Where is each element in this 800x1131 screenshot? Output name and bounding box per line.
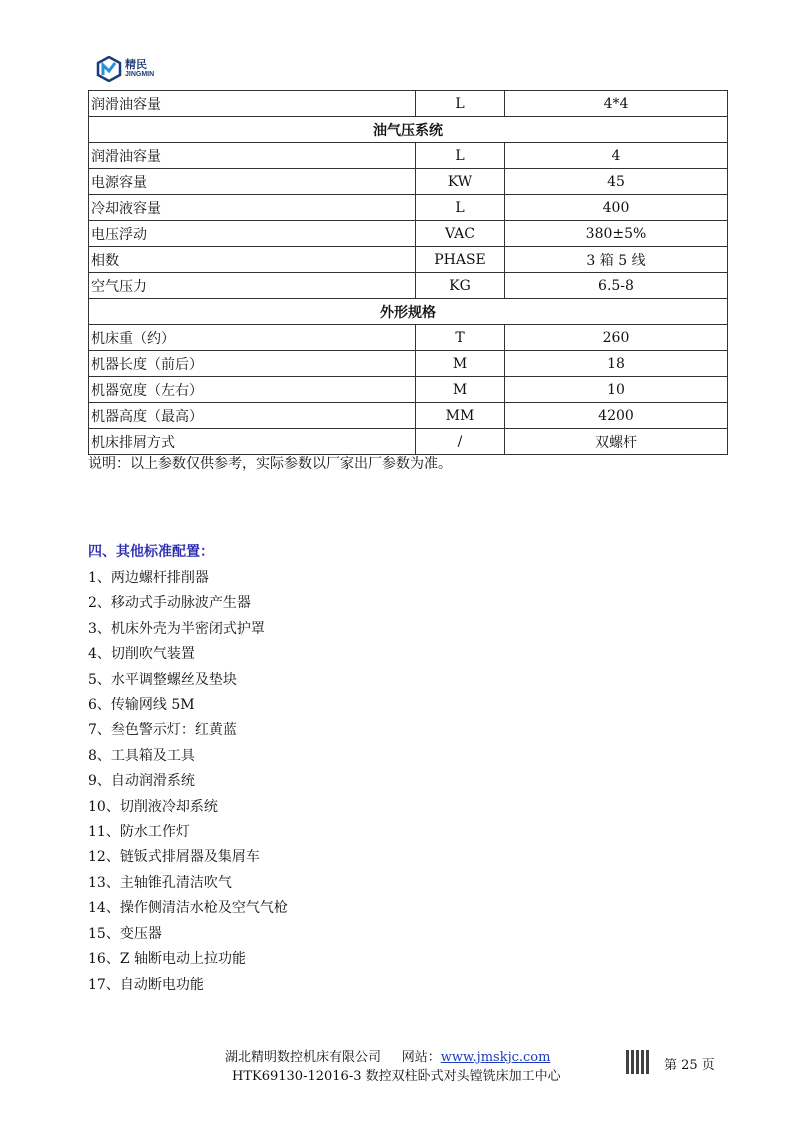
table-row: [89, 325, 728, 351]
section-header-cell: 外形规格: [89, 299, 728, 325]
site-label: 网站：: [401, 1050, 441, 1065]
table-row: [89, 169, 728, 195]
note: 说明：以上参数仅供参考，实际参数以厂家出厂参数为准。: [88, 456, 452, 472]
company-name: 湖北精明数控机床有限公司: [225, 1050, 382, 1065]
company-logo: [96, 56, 154, 82]
param-value: 4*4: [505, 91, 728, 117]
table-row: [89, 143, 728, 169]
logo-en: JINGMIN: [125, 71, 155, 78]
param-unit: KG: [416, 273, 505, 299]
param-unit: /: [416, 429, 505, 455]
param-unit: MM: [416, 403, 505, 429]
param-unit: L: [416, 143, 505, 169]
list-item: 3、机床外壳为半密闭式护罩: [88, 620, 265, 637]
page-number: 第 25 页: [664, 1058, 715, 1073]
table-row: [89, 91, 728, 117]
param-value: 18: [505, 351, 728, 377]
param-name: 润滑油容量: [89, 91, 416, 117]
config-list: [88, 566, 288, 998]
param-value: 400: [505, 195, 728, 221]
list-item: 1、两边螺杆排削器: [88, 570, 209, 586]
param-value: 10: [505, 377, 728, 403]
list-item: 15、变压器: [88, 925, 162, 942]
list-item: 8、工具箱及工具: [88, 747, 195, 764]
param-value: 380±5%: [505, 221, 728, 247]
param-name: 冷却液容量: [89, 195, 416, 221]
logo-cn: 精民: [125, 59, 147, 71]
param-name: 机床重（约）: [89, 325, 416, 351]
param-value: 260: [505, 325, 728, 351]
list-item: 5、水平调整螺丝及垫块: [88, 671, 237, 688]
table-section-header: [89, 117, 728, 143]
param-name: 机器高度（最高）: [89, 403, 416, 429]
param-unit: VAC: [416, 221, 505, 247]
table-row: [89, 351, 728, 377]
list-item: 2、移动式手动脉波产生器: [88, 595, 251, 612]
jingmin-logo-icon: [96, 56, 122, 82]
param-unit: L: [416, 91, 505, 117]
list-item: 14、操作侧清洁水枪及空气气枪: [88, 900, 288, 917]
table-row: [89, 377, 728, 403]
table-row: [89, 429, 728, 455]
param-name: 机器长度（前后）: [89, 351, 416, 377]
list-item: 17、自动断电功能: [88, 976, 204, 993]
param-value: 45: [505, 169, 728, 195]
list-item: 16、Z 轴断电动上拉功能: [88, 951, 246, 968]
param-name: 电压浮动: [89, 221, 416, 247]
qr-code-icon: [626, 1050, 650, 1074]
list-item: 7、叁色警示灯：红黄蓝: [88, 722, 237, 739]
param-name: 相数: [89, 247, 416, 273]
param-unit: KW: [416, 169, 505, 195]
list-item: 10、切削液冷却系统: [88, 798, 218, 815]
param-name: 机器宽度（左右）: [89, 377, 416, 403]
param-name: 机床排屑方式: [89, 429, 416, 455]
section-header-cell: 油气压系统: [89, 117, 728, 143]
param-name: 空气压力: [89, 273, 416, 299]
website-link[interactable]: www.jmskjc.com: [440, 1050, 551, 1065]
param-unit: M: [416, 351, 505, 377]
list-item: 12、链钣式排屑器及集屑车: [88, 849, 260, 866]
list-item: 13、主轴锥孔清洁吹气: [88, 874, 232, 891]
param-unit: PHASE: [416, 247, 505, 273]
param-name: 电源容量: [89, 169, 416, 195]
table-row: [89, 403, 728, 429]
param-value: 4200: [505, 403, 728, 429]
param-unit: T: [416, 325, 505, 351]
table-row: [89, 195, 728, 221]
table-row: [89, 221, 728, 247]
list-item: 6、传输网线 5M: [88, 697, 195, 714]
doc-title: HTK69130-12016-3 数控双柱卧式对头镗铣床加工中心: [232, 1069, 561, 1084]
list-item: 4、切削吹气装置: [88, 646, 195, 663]
param-value: 6.5-8: [505, 273, 728, 299]
section-title: 四、其他标准配置：: [88, 544, 214, 560]
param-value: 4: [505, 143, 728, 169]
param-unit: M: [416, 377, 505, 403]
list-item: 11、防水工作灯: [88, 824, 190, 841]
table-row: [89, 247, 728, 273]
param-unit: L: [416, 195, 505, 221]
table-row: [89, 273, 728, 299]
param-value: 3 箱 5 线: [505, 247, 728, 273]
spec-table: [88, 90, 728, 455]
table-section-header: [89, 299, 728, 325]
list-item: 9、自动润滑系统: [88, 773, 195, 790]
param-value: 双螺杆: [505, 429, 728, 455]
param-name: 润滑油容量: [89, 143, 416, 169]
